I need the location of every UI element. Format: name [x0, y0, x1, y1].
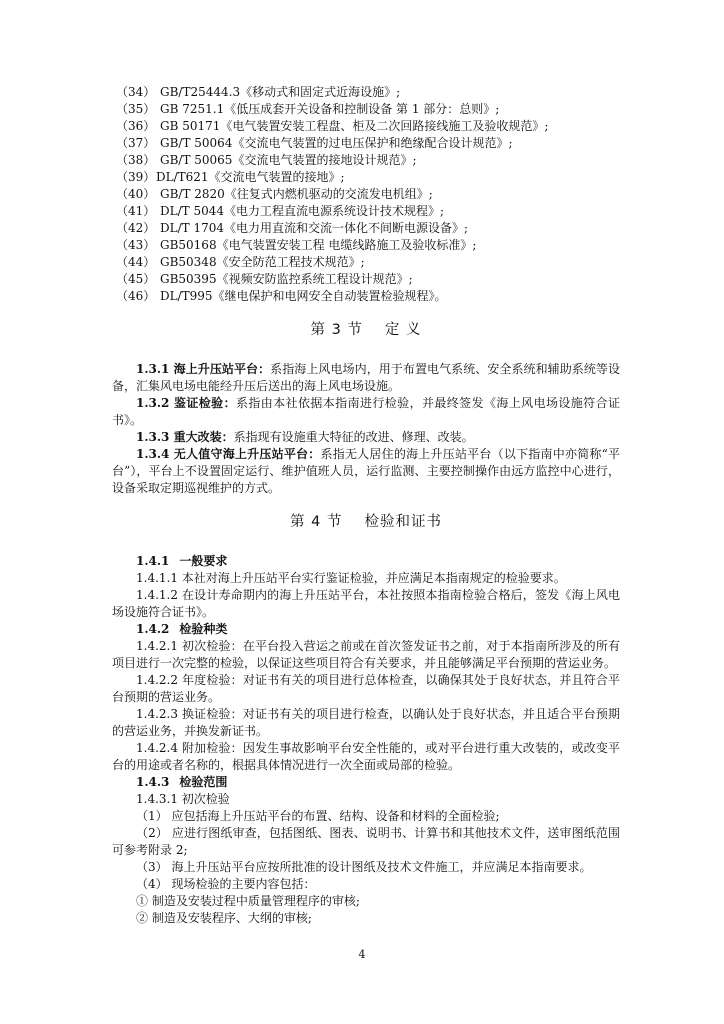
section-3-heading: 第 3 节 定 义 [310, 322, 422, 338]
page-content [112, 84, 620, 927]
list-item: ① 制造及安装过程中质量管理程序的审核; [136, 894, 360, 908]
reference-item: （34） GB/T25444.3《移动式和固定式近海设施》; [116, 85, 401, 99]
heading-1-4-3: 1.4.3 检验范围 [136, 775, 228, 789]
section-4-heading: 第 4 节 检验和证书 [290, 514, 442, 530]
heading-1-4-1: 1.4.1 一般要求 [136, 554, 228, 568]
reference-item: （37） GB/T 50064《交流电气装置的过电压保护和绝缘配合设计规范》; [116, 136, 513, 150]
reference-list [112, 84, 620, 305]
paragraph-1-4-1-1: 1.4.1.1 本社对海上升压站平台实行鉴证检验，并应满足本指南规定的检验要求。 [136, 571, 566, 585]
list-item: ② 制造及安装程序、大纲的审核; [136, 911, 312, 925]
paragraph-1-4-2-3: 1.4.2.3 换证检验：对证书有关的项目进行检查，以确认处于良好状态，并且适合平台预期的营运业务，并换发新证书。 [112, 707, 620, 738]
definition-1-3-2: 1.3.2 鉴证检验：系指由本社依据本指南进行检验，并最终签发《海上风电场设施符合证书》。 [112, 396, 620, 427]
reference-item: （35） GB 7251.1《低压成套开关设备和控制设备 第 1 部分：总则》; [116, 102, 500, 116]
reference-item: （46） DL/T995《继电保护和电网安全自动装置检验规程》。 [116, 289, 447, 303]
list-item: （3） 海上升压站平台应按所批准的设计图纸及技术文件施工，并应满足本指南要求。 [136, 860, 592, 874]
paragraph-1-4-2-2: 1.4.2.2 年度检验：对证书有关的项目进行总体检查，以确保其处于良好状态，并且符合平台预期的营运业务。 [112, 673, 620, 704]
heading-1-4-2: 1.4.2 检验种类 [136, 622, 228, 636]
definition-1-3-1: 1.3.1 海上升压站平台：系指海上风电场内，用于布置电气系统、安全系统和辅助系统等设备，汇集风电场电能经升压后送出的海上风电场设施。 [112, 362, 620, 393]
list-item: （2） 应进行图纸审查，包括图纸、图表、说明书、计算书和其他技术文件，送审图纸范围可参考附录 2; [112, 826, 620, 857]
paragraph-1-4-2-1: 1.4.2.1 初次检验：在平台投入营运之前或在首次签发证书之前，对于本指南所涉及的所有项目进行一次完整的检验，以保证这些项目符合有关要求，并且能够满足平台预期的营运业务。 [112, 639, 620, 670]
reference-item: （36） GB 50171《电气装置安装工程盘、柜及二次回路接线施工及验收规范》; [116, 119, 549, 133]
reference-item: （42） DL/T 1704《电力用直流和交流一体化不间断电源设备》; [116, 221, 469, 235]
reference-item: （41） DL/T 5044《电力工程直流电源系统设计技术规程》; [116, 204, 445, 218]
paragraph-1-4-3-1: 1.4.3.1 初次检验 [136, 792, 230, 806]
reference-item: （45） GB50395《视频安防监控系统工程设计规范》; [116, 272, 413, 286]
list-item: （4） 现场检验的主要内容包括： [136, 877, 316, 891]
reference-item: （38） GB/T 50065《交流电气装置的接地设计规范》; [116, 153, 417, 167]
paragraph-1-4-2-4: 1.4.2.4 附加检验：因发生事故影响平台安全性能的，或对平台进行重大改装的，或改变平台的用途或者名称的，根据具体情况进行一次全面或局部的检验。 [112, 741, 620, 772]
paragraph-1-4-1-2: 1.4.1.2 在设计寿命期内的海上升压站平台，本社按照本指南检验合格后，签发《海上风电场设施符合证书》。 [112, 588, 620, 619]
reference-item: （40） GB/T 2820《往复式内燃机驱动的交流发电机组》; [116, 187, 433, 201]
list-item: （1） 应包括海上升压站平台的布置、结构、设备和材料的全面检验; [136, 809, 500, 823]
reference-item: （43） GB50168《电气装置安装工程 电缆线路施工及验收标准》; [116, 238, 477, 252]
reference-item: （39）DL/T621《交流电气装置的接地》; [116, 170, 345, 184]
definition-1-3-3: 1.3.3 重大改装：系指现有设施重大特征的改进、修理、改装。 [136, 430, 474, 444]
page-number: 4 [358, 948, 366, 961]
definition-1-3-4: 1.3.4 无人值守海上升压站平台：系指无人居住的海上升压站平台（以下指南中亦简称“平台”），平台上不设置固定运行、维护值班人员，运行监测、主要控制操作由远方监控中心进行，设备采取定期巡视维护的方式。 [112, 447, 620, 495]
reference-item: （44） GB50348《安全防范工程技术规范》; [116, 255, 365, 269]
